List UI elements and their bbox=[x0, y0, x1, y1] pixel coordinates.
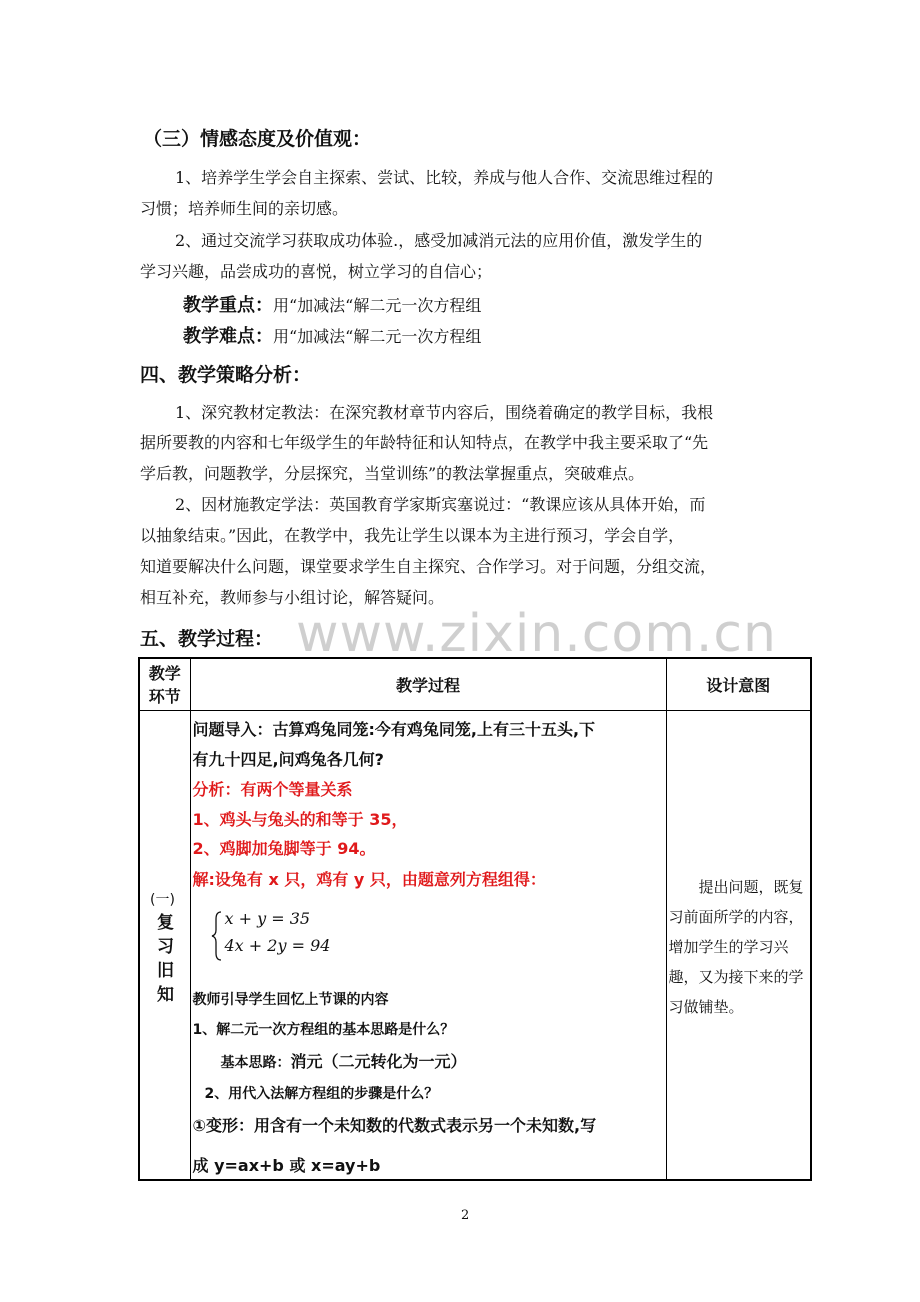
solve-line: 解:设兔有 x 只，鸡有 y 只，由题意列方程组得： bbox=[192, 869, 546, 889]
stage-char-3: 旧 bbox=[157, 960, 174, 981]
section3-title: （三）情感态度及价值观： bbox=[143, 128, 372, 150]
difficult-point-text: 用“加减法“解二元一次方程组 bbox=[273, 327, 482, 346]
stage-char-2: 习 bbox=[157, 936, 174, 957]
header-intent: 设计意图 bbox=[666, 658, 811, 710]
intent-line4: 趣，又为接下来的学 bbox=[668, 967, 804, 986]
page-number: 2 bbox=[461, 1208, 470, 1223]
section4-p2-line1: 2、因材施教定学法：英国教育学家斯宾塞说过：“教课应该从具体开始，而 bbox=[175, 495, 706, 514]
header-stage-line1: 教学 bbox=[148, 664, 181, 684]
stage-char-1: 复 bbox=[157, 912, 174, 933]
step1-line2: 成 y=ax+b 或 x=ay+b bbox=[192, 1155, 381, 1175]
question-1: 1、解二元一次方程组的基本思路是什么？ bbox=[192, 1021, 455, 1038]
intent-line1: 提出问题，既复 bbox=[698, 877, 804, 896]
stage-cell bbox=[139, 710, 190, 1180]
stage-name bbox=[157, 911, 174, 1007]
intro-line2: 有九十四足,问鸡兔各几何? bbox=[192, 749, 384, 769]
recall-line: 教师引导学生回忆上节课的内容 bbox=[192, 991, 389, 1008]
answer-1-text: 消元（二元转化为一元） bbox=[290, 1051, 467, 1071]
step1-line1: ①变形：用含有一个未知数的代数式表示另一个未知数,写 bbox=[192, 1115, 597, 1135]
teaching-key-point bbox=[183, 291, 481, 317]
intro-line1: 问题导入：古算鸡兔同笼:今有鸡兔同笼,上有三十五头,下 bbox=[192, 719, 596, 739]
lesson-process-table bbox=[138, 657, 812, 1181]
section4-title: 四、教学策略分析： bbox=[140, 364, 312, 386]
section4-p2-line2: 以抽象结束。”因此，在教学中，我先让学生以课本为主进行预习，学会自学， bbox=[140, 526, 685, 545]
equation-2: 4x + 2y = 94 bbox=[224, 935, 331, 955]
brace-icon bbox=[211, 911, 223, 961]
analysis-line: 分析：有两个等量关系 bbox=[192, 779, 353, 799]
relation-1: 1、鸡头与兔头的和等于 35， bbox=[192, 809, 408, 829]
intent-line3: 增加学生的学习兴 bbox=[668, 937, 789, 956]
section4-p2-line3: 知道要解决什么问题，课堂要求学生自主探究、合作学习。对于问题，分组交流， bbox=[140, 557, 717, 576]
watermark: www.zixin.com.cn bbox=[296, 604, 777, 664]
section3-p2-line2: 学习兴趣，品尝成功的喜悦，树立学习的自信心； bbox=[140, 262, 493, 281]
process-cell bbox=[190, 710, 666, 1180]
table-header-row bbox=[139, 658, 811, 710]
stage-number: (一) bbox=[150, 891, 175, 908]
intent-line5: 习做铺垫。 bbox=[668, 997, 744, 1016]
section3-p2-line1: 2、通过交流学习获取成功体验.，感受加减消元法的应用价值，激发学生的 bbox=[175, 231, 703, 250]
section4-p1-line1: 1、深究教材定教法：在深究教材章节内容后，围绕着确定的教学目标，我根 bbox=[175, 403, 714, 422]
header-process: 教学过程 bbox=[190, 658, 666, 710]
difficult-point-label: 教学难点： bbox=[183, 326, 273, 347]
header-stage bbox=[139, 658, 190, 710]
section3-p1-line1: 1、培养学生学会自主探索、尝试、比较，养成与他人合作、交流思维过程的 bbox=[175, 168, 714, 187]
header-stage-line2: 环节 bbox=[148, 687, 181, 707]
key-point-label: 教学重点： bbox=[183, 295, 273, 316]
question-2: 2、用代入法解方程组的步骤是什么？ bbox=[204, 1085, 439, 1102]
answer-1 bbox=[221, 1049, 467, 1072]
section4-p2-line4: 相互补充，教师参与小组讨论，解答疑问。 bbox=[140, 588, 445, 607]
section3-p1-line2: 习惯；培养师生间的亲切感。 bbox=[140, 199, 349, 218]
answer-1-label: 基本思路： bbox=[220, 1054, 291, 1071]
intent-line2: 习前面所学的内容， bbox=[668, 907, 804, 926]
relation-2: 2、鸡脚加兔脚等于 94。 bbox=[192, 838, 376, 858]
intent-cell bbox=[666, 710, 811, 1180]
section4-p1-line3: 学后教，问题教学，分层探究，当堂训练”的教法掌握重点，突破难点。 bbox=[140, 464, 645, 483]
section4-p1-line2: 据所要教的内容和七年级学生的年龄特征和认知特点，在教学中我主要采取了“先 bbox=[140, 433, 709, 452]
section5-title: 五、教学过程： bbox=[140, 628, 274, 650]
key-point-text: 用“加减法“解二元一次方程组 bbox=[273, 296, 482, 315]
teaching-difficult-point bbox=[183, 322, 481, 348]
equation-1: x + y = 35 bbox=[224, 908, 311, 928]
table-row bbox=[139, 710, 811, 1180]
stage-char-4: 知 bbox=[157, 984, 174, 1005]
